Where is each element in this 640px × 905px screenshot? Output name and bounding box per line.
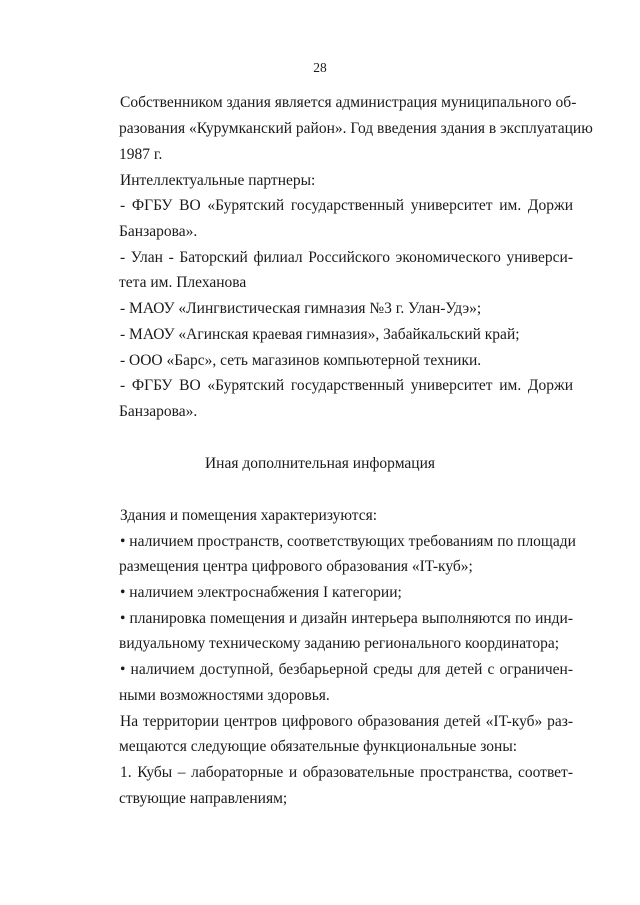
list-item: - ООО «Барс», сеть магазинов компьютерной техники. bbox=[120, 352, 482, 369]
bullet-item-continuation: размещения центра цифрового образования «IT-куб»; bbox=[119, 558, 473, 575]
list-item: - ФГБУ ВО «Бурятский государственный университет им. Доржи bbox=[120, 377, 573, 394]
numbered-item: 1. Кубы – лабораторные и образовательные пространства, соответ- bbox=[120, 764, 573, 781]
list-item: - МАОУ «Агинская краевая гимназия», Забайкальский край; bbox=[120, 326, 520, 343]
list-item-continuation: Банзарова». bbox=[119, 223, 198, 240]
paragraph-line: Собственником здания является администрация муниципального об- bbox=[120, 94, 577, 111]
paragraph-line: 1987 г. bbox=[119, 146, 163, 163]
page-number: 28 bbox=[313, 60, 327, 75]
paragraph-line: На территории центров цифрового образования детей «IT-куб» раз- bbox=[120, 713, 573, 730]
section-heading: Иная дополнительная информация bbox=[204, 455, 435, 472]
list-item: - ФГБУ ВО «Бурятский государственный университет им. Доржи bbox=[120, 197, 573, 214]
paragraph-line: Здания и помещения характеризуются: bbox=[120, 507, 378, 524]
list-item: - Улан - Баторский филиал Российского экономического универси- bbox=[120, 249, 573, 266]
list-item-continuation: тета им. Плеханова bbox=[119, 274, 247, 291]
bullet-item: • наличием пространств, соответствующих требованиям по площади bbox=[120, 533, 576, 550]
numbered-item-continuation: ствующие направлениям; bbox=[119, 790, 288, 807]
bullet-item-continuation: ными возможностями здоровья. bbox=[119, 687, 330, 704]
paragraph-line: разования «Курумканский район». Год введения здания в эксплуатацию bbox=[119, 120, 593, 137]
bullet-item-continuation: видуальному техническому заданию регионального координатора; bbox=[119, 635, 560, 652]
bullet-item: • планировка помещения и дизайн интерьера выполняются по инди- bbox=[120, 610, 573, 627]
list-item: - МАОУ «Лингвистическая гимназия №3 г. Улан-Удэ»; bbox=[120, 300, 482, 317]
list-item-continuation: Банзарова». bbox=[119, 403, 198, 420]
paragraph-line: мещаются следующие обязательные функциональные зоны: bbox=[119, 738, 518, 755]
bullet-item: • наличием доступной, безбарьерной среды для детей с ограничен- bbox=[120, 661, 573, 678]
paragraph-line: Интеллектуальные партнеры: bbox=[120, 172, 316, 189]
bullet-item: • наличием электроснабжения I категории; bbox=[120, 584, 402, 601]
